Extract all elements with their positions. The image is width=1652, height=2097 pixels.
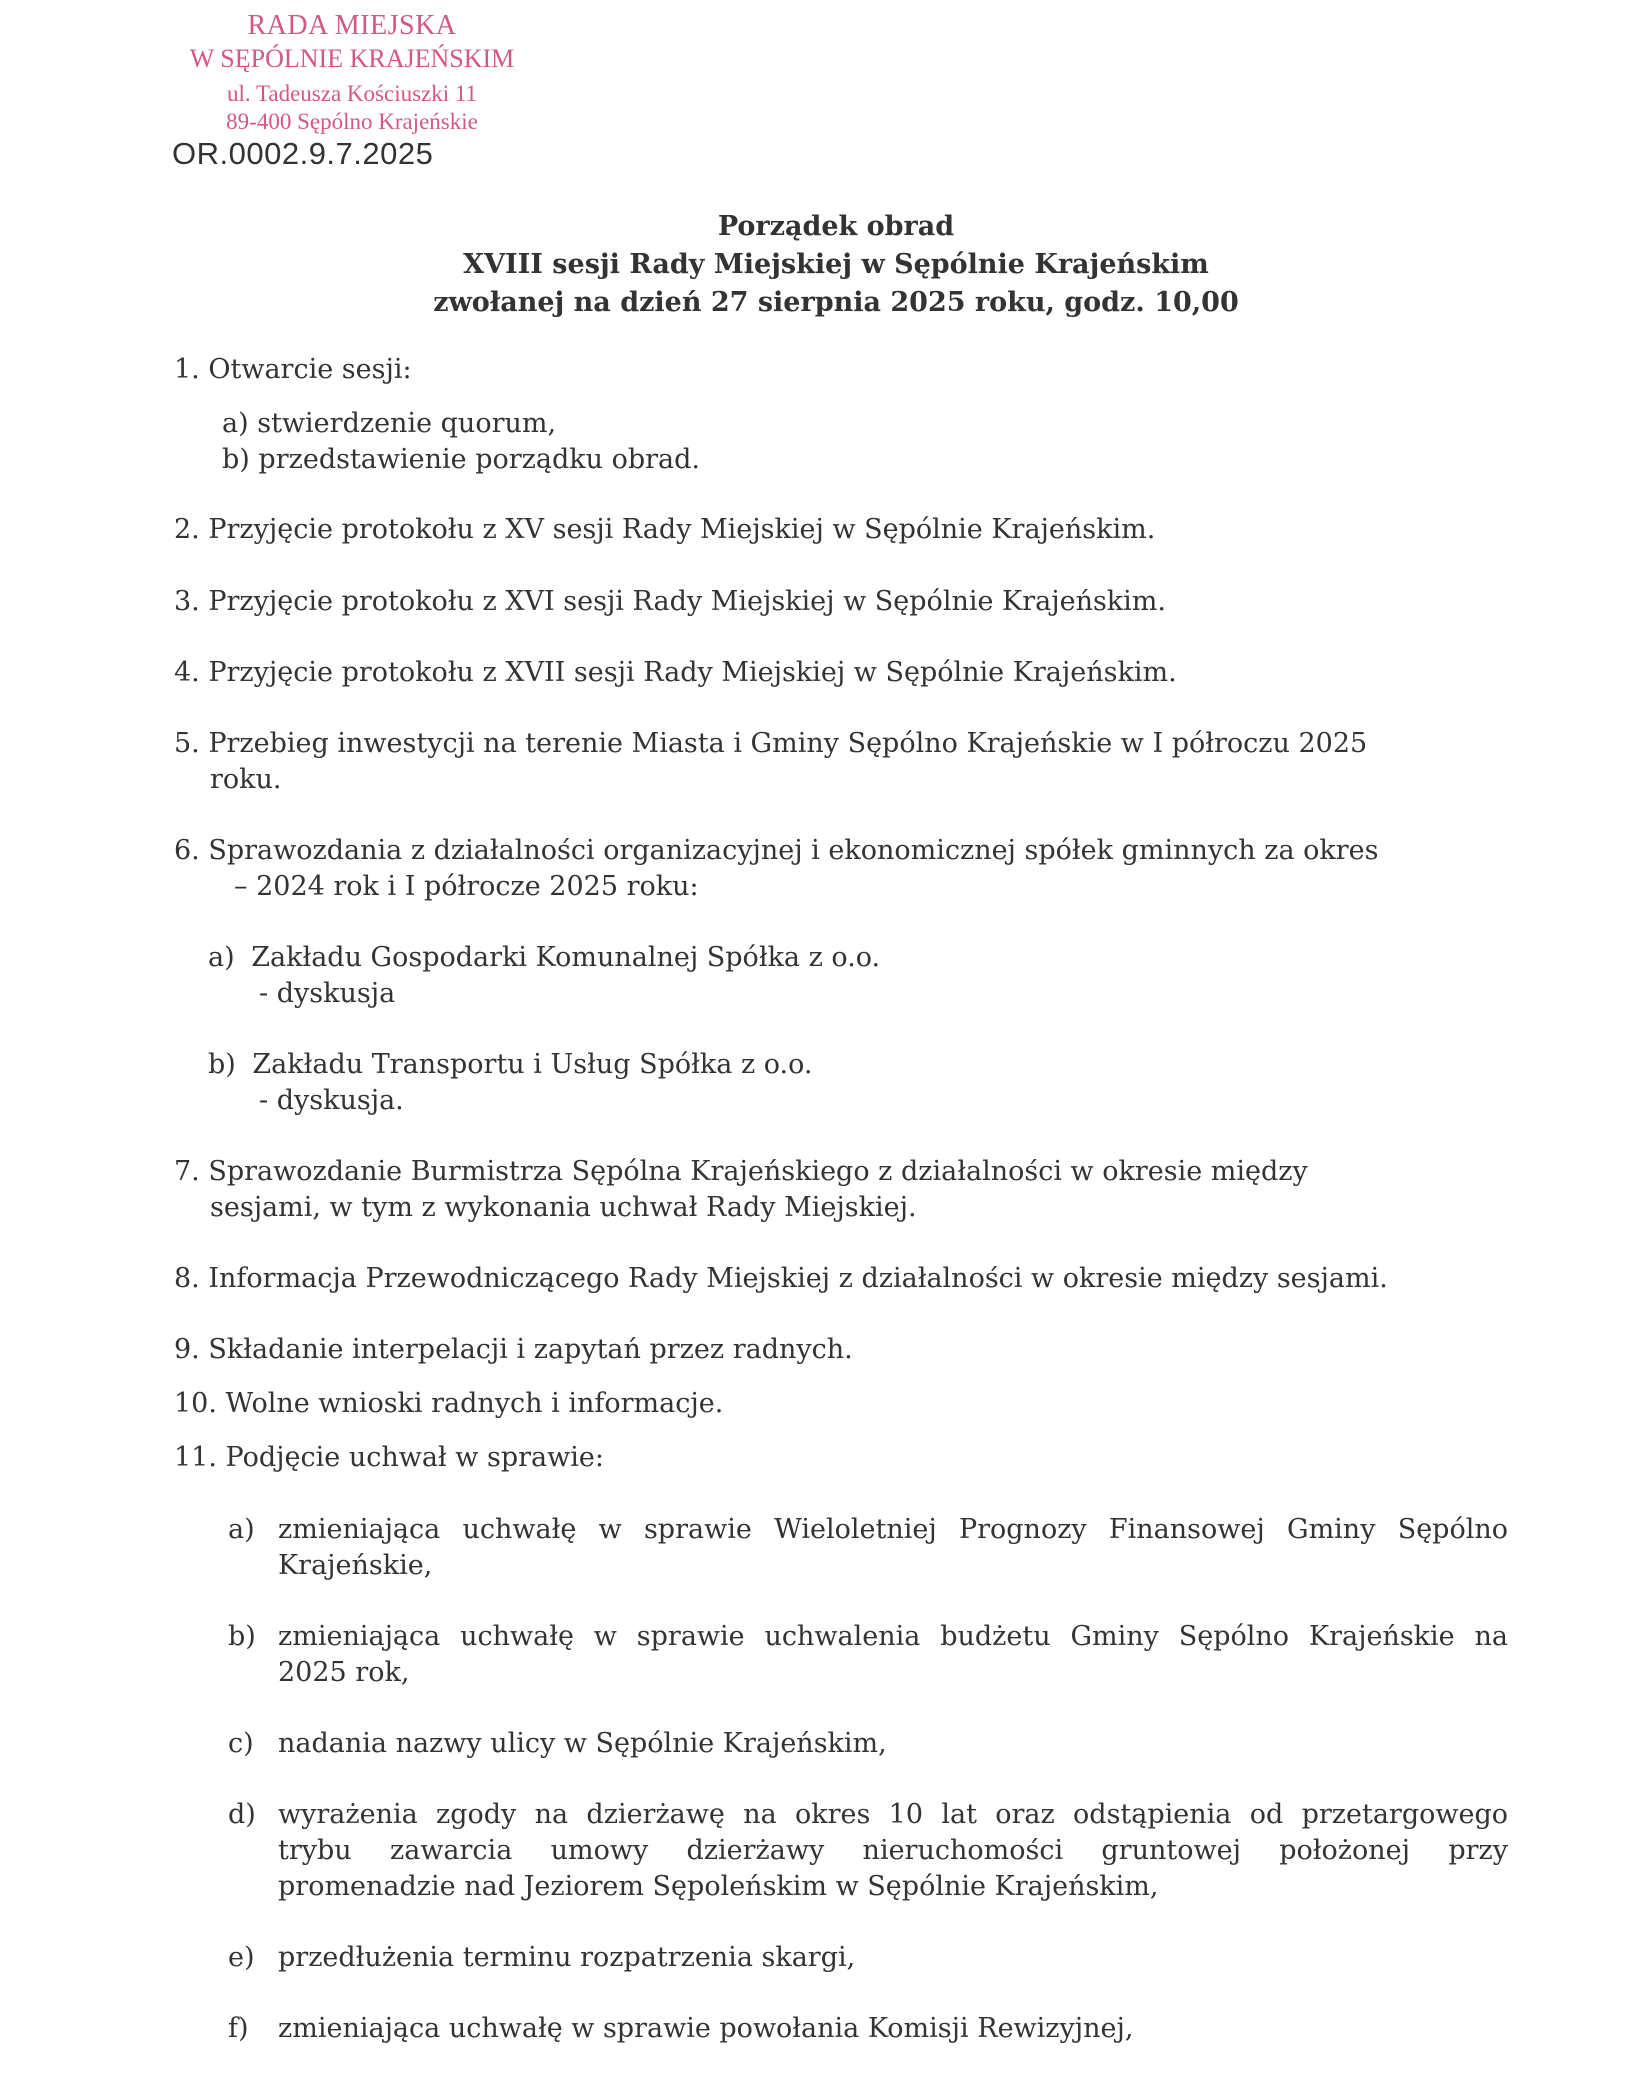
- agenda-item-7-cont: [210, 1190, 917, 1226]
- item-number: 3.: [174, 586, 200, 617]
- agenda-item-11a-line-2: Krajeńskie,: [278, 1550, 433, 1581]
- agenda-item-9: [174, 1332, 853, 1368]
- agenda-item-11d-line-1: wyrażenia zgody na dzierżawę na okres 10 lat oraz odstąpienia od przetargowego: [278, 1799, 1508, 1830]
- item-number: 7.: [174, 1156, 200, 1187]
- agenda-item-11d: [228, 1797, 256, 1833]
- agenda-item-11b-line-1: zmieniająca uchwałę w sprawie uchwalenia budżetu Gminy Sępólno Krajeńskie na: [278, 1621, 1508, 1652]
- agenda-item-4: [174, 655, 1177, 691]
- title-line-2: XVIII sesji Rady Miejskiej w Sępólnie Krajeńskim: [463, 249, 1209, 280]
- item-text: Przyjęcie protokołu z XVII sesji Rady Miejskiej w Sępólnie Krajeńskim.: [208, 657, 1177, 688]
- item-text-line-1: Przebieg inwestycji na terenie Miasta i Gminy Sępólno Krajeńskie w I półroczu 2025: [208, 728, 1368, 759]
- item-number: 4.: [174, 657, 200, 688]
- agenda-item-7: [174, 1154, 1308, 1190]
- agenda-item-11c: [228, 1726, 254, 1762]
- item-text-line-1: Zakładu Transportu i Usług Spółka z o.o.: [252, 1049, 813, 1080]
- agenda-item-11a-line-1: zmieniająca uchwałę w sprawie Wieloletniej Prognozy Finansowej Gminy Sępólno: [278, 1514, 1508, 1545]
- item-number: 2.: [174, 514, 200, 545]
- item-label: d): [228, 1799, 256, 1830]
- stamp-line-4: 89-400 Sępólno Krajeńskie: [226, 109, 478, 135]
- item-number: 11.: [174, 1442, 217, 1473]
- agenda-item-6-cont: [234, 869, 699, 905]
- agenda-item-11d-line-2: trybu zawarcia umowy dzierżawy nieruchomości gruntowej położonej przy: [278, 1835, 1508, 1866]
- item-label: a): [208, 942, 235, 973]
- agenda-item-10: [174, 1386, 723, 1422]
- item-text-line-2: – 2024 rok i I półrocze 2025 roku:: [234, 871, 699, 902]
- item-number: 5.: [174, 728, 200, 759]
- item-label: a): [228, 1514, 255, 1545]
- agenda-item-11e-text: przedłużenia terminu rozpatrzenia skargi,: [278, 1942, 856, 1973]
- item-label: e): [228, 1942, 255, 1973]
- reference-number: OR.0002.9.7.2025: [172, 136, 434, 171]
- item-text-line-2: roku.: [210, 764, 282, 795]
- stamp-line-1: RADA MIEJSKA: [247, 10, 457, 41]
- stamp-line-2: W SĘPÓLNIE KRAJEŃSKIM: [189, 44, 515, 73]
- agenda-item-11e: [228, 1940, 255, 1976]
- agenda-item-5: [174, 726, 1367, 762]
- agenda-item-6b: [208, 1047, 812, 1083]
- item-text: Składanie interpelacji i zapytań przez radnych.: [208, 1334, 853, 1365]
- council-stamp: [162, 8, 542, 137]
- agenda-item-8: [174, 1261, 1388, 1297]
- item-text-line-1: Sprawozdania z działalności organizacyjnej i ekonomicznej spółek gminnych za okres: [208, 835, 1379, 866]
- agenda-item-11b: [228, 1619, 256, 1655]
- item-number: 9.: [174, 1334, 200, 1365]
- agenda-item-1: [174, 352, 412, 388]
- item-label: f): [228, 2013, 249, 2044]
- title-line-1: Porządek obrad: [717, 211, 955, 242]
- item-text: Wolne wnioski radnych i informacje.: [225, 1388, 724, 1419]
- agenda-item-6a-cont: [259, 976, 395, 1012]
- item-text-line-1: Zakładu Gospodarki Komunalnej Spółka z o.o.: [251, 942, 881, 973]
- agenda-item-5-cont: [210, 762, 282, 798]
- agenda-item-11: [174, 1440, 604, 1476]
- item-label: c): [228, 1728, 254, 1759]
- document-title: [0, 208, 1652, 322]
- agenda-item-6: [174, 833, 1379, 869]
- item-text: przedstawienie porządku obrad.: [258, 444, 701, 475]
- item-number: 8.: [174, 1263, 200, 1294]
- agenda-item-11d-line-3: promenadzie nad Jeziorem Sępoleńskim w Sępólnie Krajeńskim,: [278, 1871, 1159, 1902]
- item-label: b): [222, 444, 250, 475]
- item-label: a): [222, 408, 249, 439]
- item-text-line-2: - dyskusja: [259, 978, 396, 1009]
- agenda-item-2: [174, 512, 1155, 548]
- agenda-item-11f: [228, 2011, 249, 2047]
- item-text: Otwarcie sesji:: [208, 354, 412, 385]
- item-text-line-2: - dyskusja.: [259, 1085, 404, 1116]
- agenda-item-11b-line-2: 2025 rok,: [278, 1657, 410, 1688]
- agenda-item-11f-text: zmieniająca uchwałę w sprawie powołania Komisji Rewizyjnej,: [278, 2013, 1134, 2044]
- agenda-item-6b-cont: [259, 1083, 404, 1119]
- item-text: Informacja Przewodniczącego Rady Miejskiej z działalności w okresie między sesjami.: [208, 1263, 1388, 1294]
- item-number: 10.: [174, 1388, 217, 1419]
- item-text: Podjęcie uchwał w sprawie:: [225, 1442, 604, 1473]
- agenda-item-6a: [208, 940, 880, 976]
- item-text: stwierdzenie quorum,: [257, 408, 557, 439]
- agenda-item-1b: [222, 442, 700, 478]
- item-text-line-2: sesjami, w tym z wykonania uchwał Rady Miejskiej.: [210, 1192, 917, 1223]
- agenda-item-11c-text: nadania nazwy ulicy w Sępólnie Krajeńskim,: [278, 1728, 887, 1759]
- item-label: b): [208, 1049, 236, 1080]
- item-label: b): [228, 1621, 256, 1652]
- agenda-item-3: [174, 584, 1166, 620]
- item-text: Przyjęcie protokołu z XV sesji Rady Miejskiej w Sępólnie Krajeńskim.: [208, 514, 1156, 545]
- item-text: Przyjęcie protokołu z XVI sesji Rady Miejskiej w Sępólnie Krajeńskim.: [208, 586, 1166, 617]
- stamp-line-3: ul. Tadeusza Kościuszki 11: [226, 80, 478, 106]
- item-number: 1.: [174, 354, 200, 385]
- title-line-3: zwołanej na dzień 27 sierpnia 2025 roku, godz. 10,00: [433, 287, 1239, 318]
- agenda-item-11a: [228, 1512, 255, 1548]
- agenda-item-1a: [222, 406, 556, 442]
- item-text-line-1: Sprawozdanie Burmistrza Sępólna Krajeńskiego z działalności w okresie między: [208, 1156, 1308, 1187]
- item-number: 6.: [174, 835, 200, 866]
